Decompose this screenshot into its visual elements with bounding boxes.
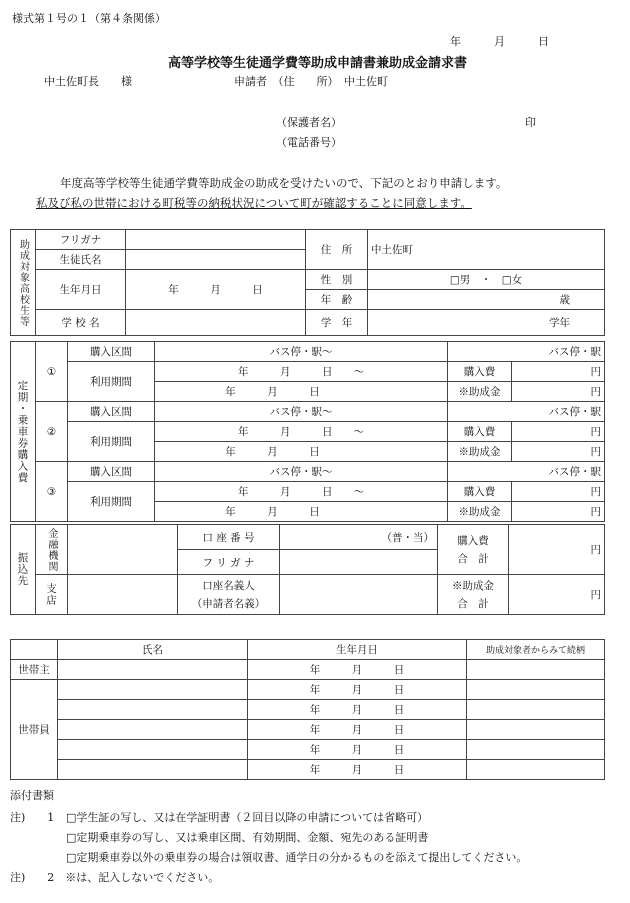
- date-line: 年 月 日: [450, 35, 549, 48]
- route-to-field[interactable]: [448, 462, 605, 482]
- date-template: 年 月 日: [309, 684, 405, 696]
- account-type: （普・当）: [381, 531, 434, 544]
- phone-label: （電話番号）: [276, 136, 342, 149]
- purchase-total-label: [438, 525, 509, 575]
- route-from-field[interactable]: [155, 402, 448, 422]
- member-relation-field[interactable]: [467, 760, 605, 780]
- yen-unit: 円: [590, 426, 601, 438]
- member-name-field[interactable]: [58, 720, 248, 740]
- furigana-label: フリガナ: [36, 230, 126, 250]
- route-mid: バス停・駅～: [269, 466, 333, 478]
- period-label: 利用期間: [68, 422, 155, 462]
- age-field[interactable]: [368, 290, 605, 310]
- col-birth: 生年月日: [248, 640, 467, 660]
- member-relation-field[interactable]: [467, 680, 605, 700]
- member-name-field[interactable]: [58, 680, 248, 700]
- route-label: 購入区間: [68, 342, 155, 362]
- member-relation-field[interactable]: [467, 700, 605, 720]
- address-label: 住 所: [306, 230, 368, 270]
- holder-line1: 口座名義人: [202, 579, 255, 592]
- pass-row-number: ③: [36, 462, 68, 522]
- subsidy-field[interactable]: [512, 442, 605, 462]
- yen-unit: 円: [590, 386, 601, 398]
- route-label: 購入区間: [68, 402, 155, 422]
- period-from-field[interactable]: [155, 422, 448, 442]
- member-name-field[interactable]: [58, 760, 248, 780]
- subsidy-label: ※助成金: [448, 382, 512, 402]
- member-relation-field[interactable]: [467, 740, 605, 760]
- member-birth-field[interactable]: [248, 740, 467, 760]
- purchase-label: 購入費: [448, 422, 512, 442]
- account-number-field[interactable]: [280, 525, 438, 550]
- date-from: 年 月 日 ～: [238, 486, 364, 498]
- note1-item-c: □定期乗車券以外の乗車券の場合は領収書、通学日の分かるものを添えて提出してください。: [66, 851, 528, 864]
- attachments-heading: 添付書類: [10, 789, 54, 802]
- account-number-label: 口 座 番 号: [178, 525, 280, 550]
- note1-number: 注) 1: [10, 811, 55, 824]
- household-table: [10, 639, 605, 780]
- purchase-label: 購入費: [448, 482, 512, 502]
- col-relation: 助成対象者からみて続柄: [467, 640, 605, 660]
- holder-line2: （申請者名義）: [191, 597, 266, 610]
- institution-field[interactable]: [68, 525, 178, 575]
- date-template: 年 月 日: [309, 764, 405, 776]
- route-mid: バス停・駅～: [269, 406, 333, 418]
- member-birth-field[interactable]: [248, 700, 467, 720]
- date-to: 年 月 日: [225, 446, 320, 458]
- sex-value: □男 ・ □女: [449, 274, 523, 286]
- birth-field[interactable]: [126, 270, 306, 310]
- subsidy-field[interactable]: [512, 382, 605, 402]
- subsidy-label: ※助成金: [448, 502, 512, 522]
- route-mid: バス停・駅～: [269, 346, 333, 358]
- grade-field[interactable]: [368, 310, 605, 336]
- purchase-field[interactable]: [512, 482, 605, 502]
- period-to-field[interactable]: [155, 442, 448, 462]
- col-name: 氏名: [58, 640, 248, 660]
- account-furigana-label: フ リ ガ ナ: [178, 550, 280, 575]
- subsidy-total-line1: ※助成金: [452, 579, 494, 592]
- period-to-field[interactable]: [155, 382, 448, 402]
- grade-label: 学 年: [306, 310, 368, 336]
- intro-text: 年度高等学校等生徒通学費等助成金の助成を受けたいので、下記のとおり申請します。: [60, 176, 508, 190]
- account-holder-field[interactable]: [280, 575, 438, 615]
- school-field[interactable]: [126, 310, 306, 336]
- applicant-address: 申請者 （住 所） 中土佐町: [234, 75, 388, 88]
- period-label: 利用期間: [68, 362, 155, 402]
- account-furigana-field[interactable]: [280, 550, 438, 575]
- consent-text: 私及び私の世帯における町税等の納税状況について町が確認することに同意します。: [36, 196, 472, 210]
- bank-section-label: 振込先: [11, 525, 36, 615]
- date-template: 年 月 日: [309, 724, 405, 736]
- date-to: 年 月 日: [225, 506, 320, 518]
- birth-label: 生年月日: [36, 270, 126, 310]
- head-label: 世帯主: [11, 660, 58, 680]
- route-label: 購入区間: [68, 462, 155, 482]
- member-birth-field[interactable]: [248, 680, 467, 700]
- subsidy-total-field[interactable]: [509, 575, 605, 615]
- pass-row-number: ②: [36, 402, 68, 462]
- purchase-label: 購入費: [448, 362, 512, 382]
- form-number: 様式第１号の１（第４条関係）: [12, 12, 166, 25]
- student-table: [10, 229, 605, 336]
- date-template: 年 月 日: [309, 664, 405, 676]
- period-to-field[interactable]: [155, 502, 448, 522]
- note1-item-b: □定期乗車券の写し、又は乗車区間、有効期間、金額、宛先のある証明書: [66, 831, 429, 844]
- sex-label: 性 別: [306, 270, 368, 290]
- address-field[interactable]: [368, 230, 605, 270]
- institution-label: 金融機関: [36, 525, 68, 575]
- period-from-field[interactable]: [155, 362, 448, 382]
- member-birth-field[interactable]: [248, 760, 467, 780]
- student-name-label: 生徒氏名: [36, 250, 126, 270]
- member-relation-field[interactable]: [467, 720, 605, 740]
- yen-unit: 円: [590, 486, 601, 498]
- purchase-total-line1: 購入費: [457, 534, 489, 547]
- branch-label: 支店: [36, 575, 68, 615]
- seal-mark: 印: [525, 116, 536, 129]
- route-end: バス停・駅: [548, 406, 601, 418]
- route-to-field[interactable]: [448, 402, 605, 422]
- yen-unit: 円: [590, 366, 601, 378]
- head-name-field[interactable]: [58, 660, 248, 680]
- purchase-total-field[interactable]: [509, 525, 605, 575]
- date-template: 年 月 日: [309, 744, 405, 756]
- date-to: 年 月 日: [225, 386, 320, 398]
- subsidy-total-line2: 合 計: [457, 597, 489, 610]
- yen-unit: 円: [590, 446, 601, 458]
- member-name-field[interactable]: [58, 700, 248, 720]
- sex-field[interactable]: [368, 270, 605, 290]
- age-unit: 歳: [559, 294, 570, 306]
- school-label: 学 校 名: [36, 310, 126, 336]
- purchase-field[interactable]: [512, 422, 605, 442]
- account-holder-label: [178, 575, 280, 615]
- member-name-field[interactable]: [58, 740, 248, 760]
- route-end: バス停・駅: [548, 466, 601, 478]
- address-value: 中土佐町: [371, 244, 413, 256]
- member-label: 世帯員: [11, 680, 58, 780]
- age-label: 年 齢: [306, 290, 368, 310]
- note1-item-a: □学生証の写し、又は在学証明書（２回目以降の申請については省略可）: [66, 811, 429, 824]
- grade-unit: 学年: [549, 317, 570, 329]
- student-section-label: 助成対象高校生等: [11, 230, 36, 336]
- page-title: 高等学校等生徒通学費等助成申請書兼助成金請求書: [168, 56, 468, 71]
- member-birth-field[interactable]: [248, 720, 467, 740]
- route-from-field[interactable]: [155, 462, 448, 482]
- date-from: 年 月 日 ～: [238, 366, 364, 378]
- route-from-field[interactable]: [155, 342, 448, 362]
- date-from: 年 月 日 ～: [238, 426, 364, 438]
- date-template: 年 月 日: [309, 704, 405, 716]
- route-end: バス停・駅: [548, 346, 601, 358]
- guardian-name-label: （保護者名）: [276, 116, 342, 129]
- period-from-field[interactable]: [155, 482, 448, 502]
- birth-value: 年 月 日: [168, 284, 263, 296]
- head-birth-field[interactable]: [248, 660, 467, 680]
- subsidy-label: ※助成金: [448, 442, 512, 462]
- subsidy-total-label: [438, 575, 509, 615]
- note2: 注) 2 ※は、記入しないでください。: [10, 871, 220, 884]
- period-label: 利用期間: [68, 482, 155, 522]
- addressee: 中土佐町長 様: [44, 75, 132, 88]
- yen-unit: 円: [590, 544, 601, 556]
- purchase-field[interactable]: [512, 362, 605, 382]
- branch-field[interactable]: [68, 575, 178, 615]
- subsidy-field[interactable]: [512, 502, 605, 522]
- route-to-field[interactable]: [448, 342, 605, 362]
- head-relation-field[interactable]: [467, 660, 605, 680]
- pass-section-label: 定期・乗車券購入費: [11, 342, 36, 522]
- yen-unit: 円: [590, 589, 601, 601]
- bank-table: [10, 524, 605, 615]
- student-name-field[interactable]: [126, 250, 306, 270]
- yen-unit: 円: [590, 506, 601, 518]
- purchase-total-line2: 合 計: [457, 552, 489, 565]
- furigana-field[interactable]: [126, 230, 306, 250]
- household-corner: [11, 640, 58, 660]
- pass-row-number: ①: [36, 342, 68, 402]
- pass-table: [10, 341, 605, 522]
